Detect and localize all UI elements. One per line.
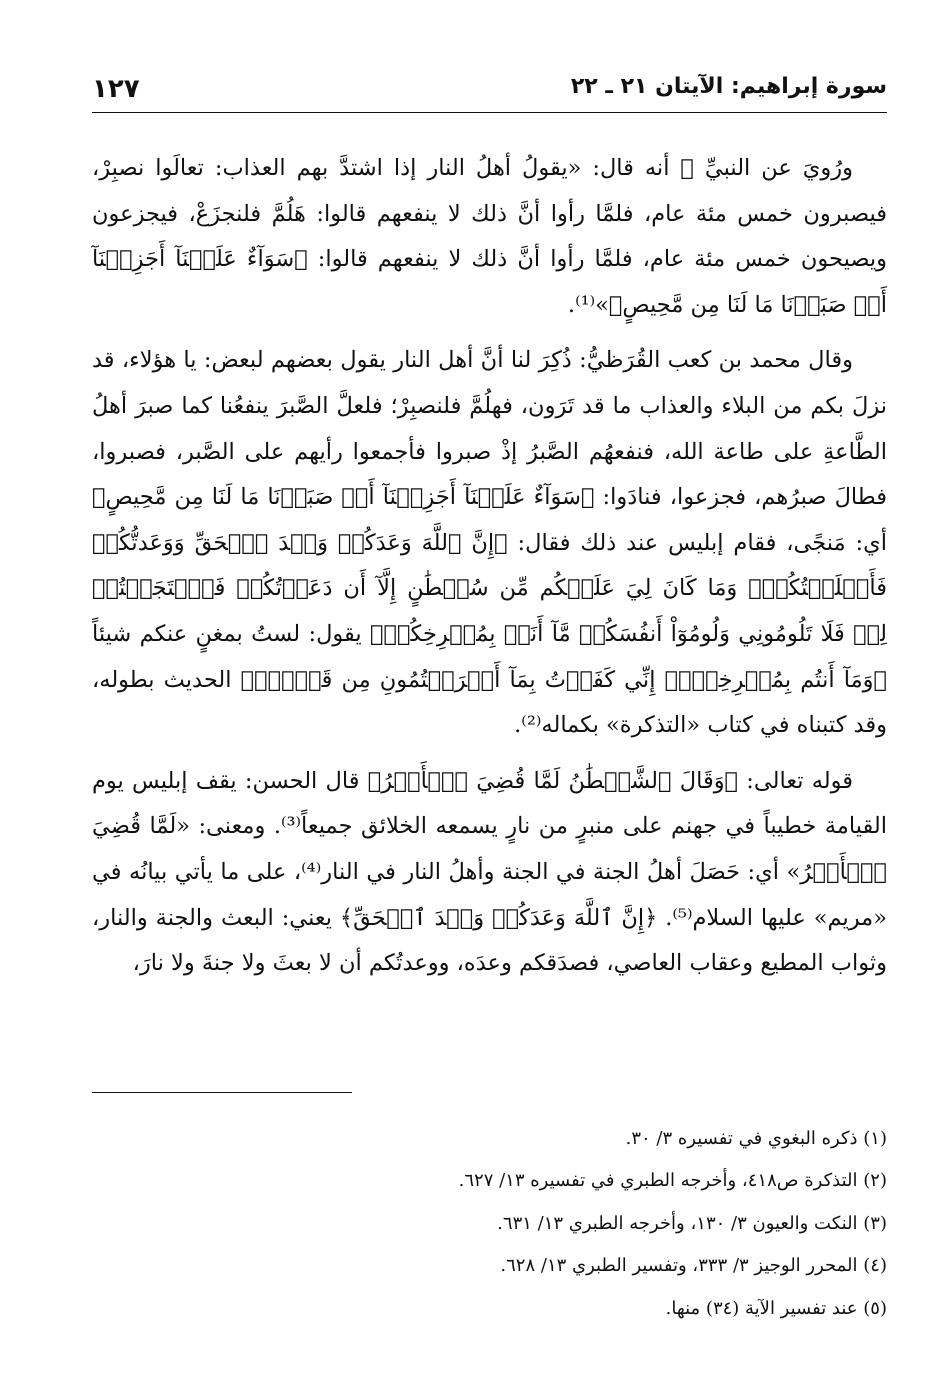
main-text bbox=[92, 146, 887, 987]
footnotes bbox=[92, 1118, 887, 1330]
footnote-5: (٥) عند تفسير الآية (٣٤) منها. bbox=[665, 1297, 887, 1319]
footnote-3: (٣) النكت والعيون ٣/ ١٣٠، وأخرجه الطبري ١٣/ ٦٣١. bbox=[497, 1212, 887, 1234]
page-header bbox=[92, 66, 887, 113]
page-number: ١٢٧ bbox=[92, 74, 140, 104]
running-title: سورة إبراهيم: الآيتان ٢١ ـ ٢٢ bbox=[570, 74, 887, 99]
paragraph-1: ورُويَ عن النبيِّ ﷺ أنه قال: «يقولُ أهلُ النار إذا اشتدَّ بهم العذاب: تعالَوا نصبِرْ، فيصبرون خمس مئة عام، فلمَّا رأوا أنَّ ذلك لا ينفعهم قالوا: هَلُمَّ فلنجزَعْ، فيجزعون ويصيحون خمس مئة عام، فلمَّا رأوا أنَّ ذلك لا ينفعهم قالوا: ﴿سَوَآءٌ عَلَيۡنَآ أَجَزِعۡنَآ أَمۡ صَبَرۡنَا مَا لَنَا مِن مَّحِيصٍ﴾»⁽¹⁾. bbox=[92, 155, 887, 318]
footnote-separator bbox=[92, 1092, 352, 1093]
paragraph-3: قوله تعالى: ﴿وَقَالَ ٱلشَّيۡطَٰنُ لَمَّا قُضِيَ ٱلۡأَمۡرُ﴾ قال الحسن: يقف إبليس يوم القيامة خطيباً في جهنم على منبرٍ من نارٍ يسمعه الخلائق جميعاً⁽³⁾. ومعنى: «لَمَّا قُضِيَ ٱلۡأَمۡرُ» أي: حَصَلَ أهلُ الجنة في الجنة وأهلُ النار في النار⁽⁴⁾، على ما يأتي بيانُه في «مريم» عليها السلام⁽⁵⁾. ﴿إِنَّ ٱللَّهَ وَعَدَكُمۡ وَعۡدَ ٱلۡحَقِّ﴾ يعني: البعث والجنة والنار، وثواب المطيع وعقاب العاصي، فصدَقكم وعدَه، ووعدتُكم أن لا بعثَ ولا جنةَ ولا نارَ، bbox=[92, 767, 887, 977]
footnote-2: (٢) التذكرة ص٤١٨، وأخرجه الطبري في تفسيره ١٣/ ٦٢٧. bbox=[458, 1170, 887, 1192]
paragraph-2: وقال محمد بن كعب القُرَظيُّ: ذُكِرَ لنا أنَّ أهل النار يقول بعضهم لبعض: يا هؤلاء، قد نزلَ بكم من البلاء والعذاب ما قد تَرَون، فهلُمَّ فلنصبِرْ؛ فلعلَّ الصَّبرَ ينفعُنا كما صبرَ أهلُ الطَّاعةِ على طاعة الله، فنفعهُم الصَّبرُ إذْ صبروا فأجمعوا رأيهم على الصَّبر، فصبروا، فطالَ صبرُهم، فجزعوا، فنادَوا: ﴿سَوَآءٌ عَلَيۡنَآ أَجَزِعۡنَآ أَمۡ صَبَرۡنَا مَا لَنَا مِن مَّحِيصٍ﴾ أي: مَنجًى، فقام إبليس عند ذلك فقال: ﴿إِنَّ ٱللَّهَ وَعَدَكُمۡ وَعۡدَ ٱلۡحَقِّ وَوَعَدتُّكُمۡ فَأَخۡلَفۡتُكُمۡۖ وَمَا كَانَ لِيَ عَلَيۡكُم مِّن سُلۡطَٰنٍ إِلَّآ أَن دَعَوۡتُكُمۡ فَٱسۡتَجَبۡتُمۡ لِيۖ فَلَا تَلُومُونِي وَلُومُوٓاْ أَنفُسَكُمۖ مَّآ أَنَا۠ بِمُصۡرِخِكُمۡ﴾ يقول: لستُ بمغنٍ عنكم شيئاً ﴿وَمَآ أَنتُم بِمُصۡرِخِيَّۖ إِنِّي كَفَرۡتُ بِمَآ أَشۡرَكۡتُمُونِ مِن قَبۡلُۗ﴾ الحديث بطوله، وقد كتبناه في كتاب «التذكرة» بكماله⁽²⁾. bbox=[92, 347, 887, 739]
footnote-4: (٤) المحرر الوجيز ٣/ ٣٣٣، وتفسير الطبري ١٣/ ٦٢٨. bbox=[500, 1255, 887, 1277]
footnote-1: (١) ذكره البغوي في تفسيره ٣/ ٣٠. bbox=[625, 1128, 887, 1149]
